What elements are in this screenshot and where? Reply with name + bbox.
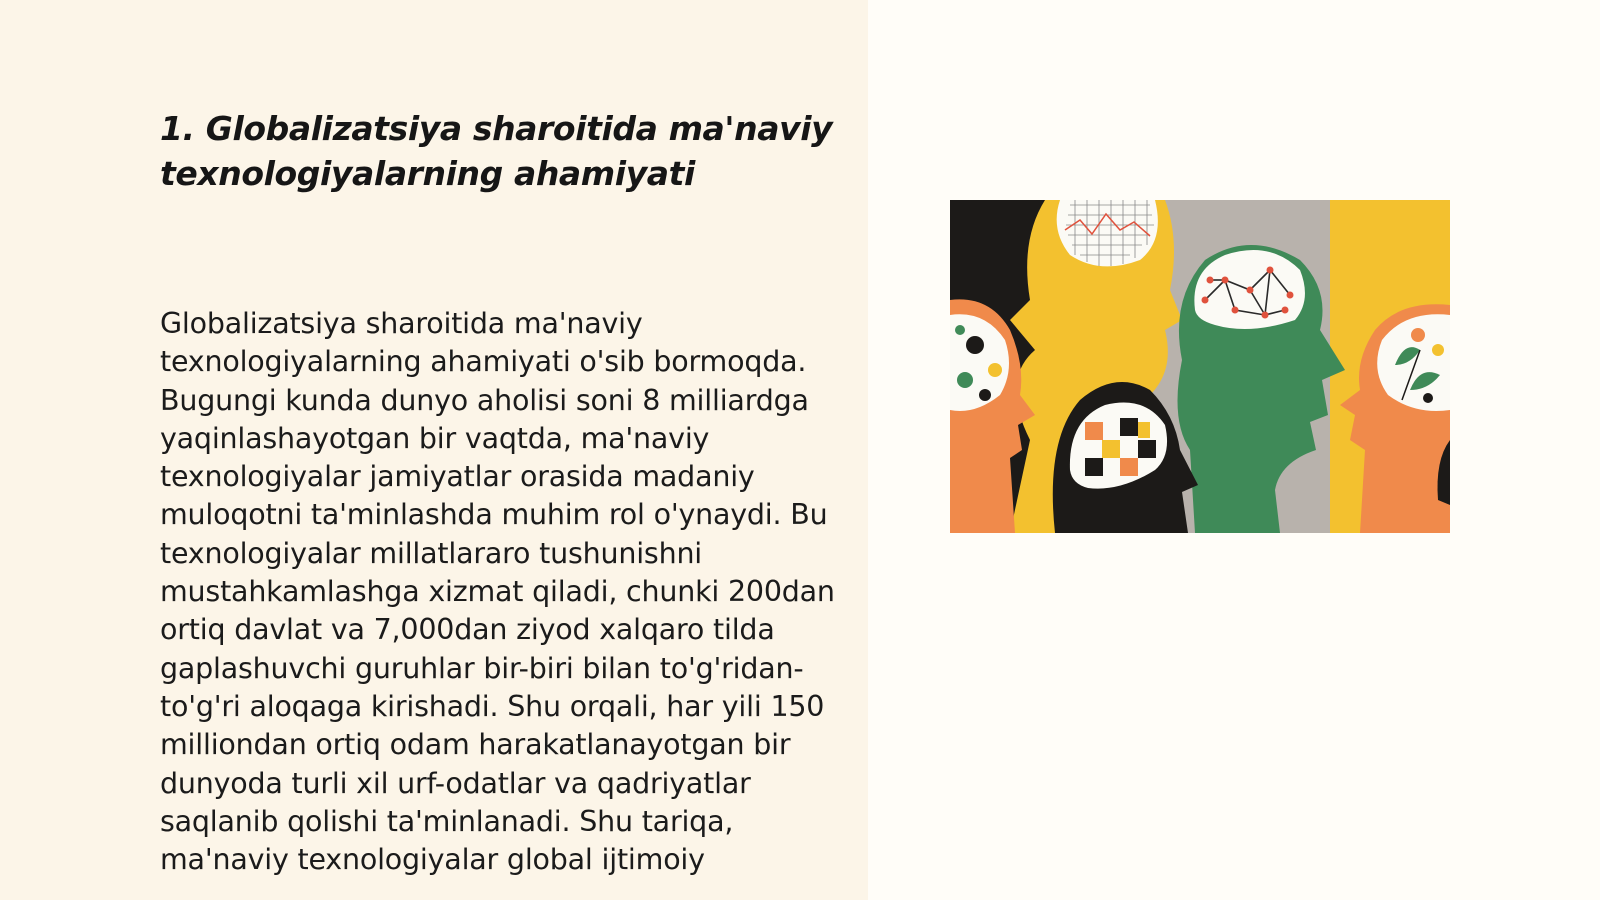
slide-body-text: Globalizatsiya sharoitida ma'naviy texnologiyalarning ahamiyati o'sib bormoqda. Bugungi kunda dunyo aholisi soni 8 milliardga yaqinlashayotgan bir vaqtda, ma'naviy texnologiyalar jamiyatlar orasida madaniy muloqotni ta'minlashda muhim rol o'ynaydi. Bu texnologiyalar millatlararo tushunishni mustahkamlashga xizmat qiladi, chunki 200dan ortiq davlat va 7,000dan ziyod xalqaro tilda gaplashuvchi guruhlar bir-biri bilan to'g'ridan-to'g'ri aloqaga kirishadi. Shu orqali, har yili 150 milliondan ortiq odam harakatlanayotgan bir dunyoda turli xil urf-odatlar va qadriyatlar saqlanib qolishi ta'minlanadi. Shu tariqa, ma'naviy texnologiyalar global ijtimoiy [160, 307, 835, 877]
human-heads-illustration [950, 200, 1450, 533]
slide-title: 1. Globalizatsiya sharoitida ma'naviy texnologiyalarning ahamiyati [160, 109, 833, 193]
